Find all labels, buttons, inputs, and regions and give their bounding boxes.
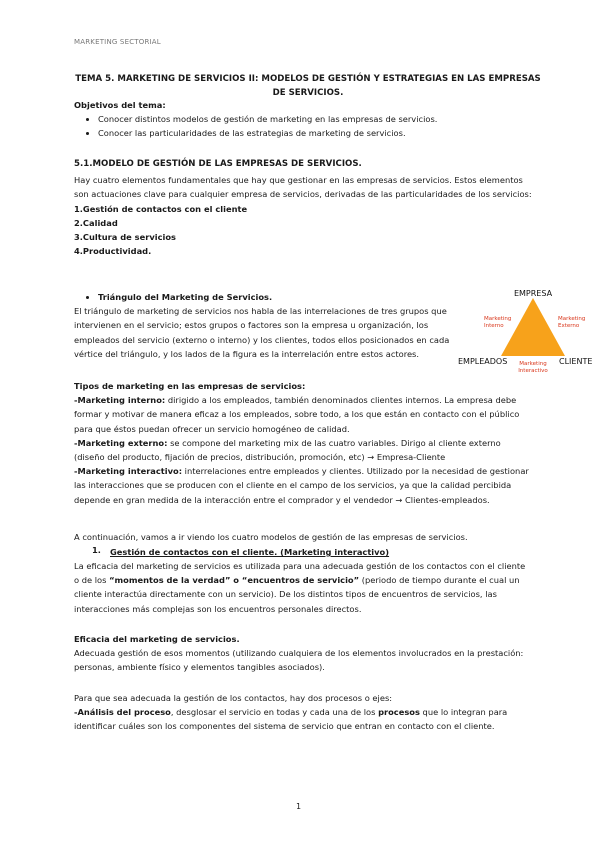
process-analysis bbox=[74, 705, 532, 733]
label-marketing-interno-1: Marketing bbox=[484, 316, 512, 322]
interactive-text: interrelaciones entre empleados y clientes. Utilizado por la necesidad de gestionar las interacciones que se producen con el cliente en el campo de los servicios, ya que la calidad percibida depende en gran medida de la interacción entre el comprador y el vendedor → Clientes-empleados. bbox=[74, 466, 529, 505]
models-intro bbox=[74, 530, 532, 544]
label-marketing-interactivo-2: Interactivo bbox=[518, 368, 548, 374]
section-intro: Hay cuatro elementos fundamentales que hay que gestionar en las empresas de servicios. Estos elementos son actuaciones clave para cualquier empresa de servicios, derivadas de las particularidades de los servicios: bbox=[74, 175, 532, 200]
processes-intro: Para que sea adecuada la gestión de los contactos, hay dos procesos o ejes: bbox=[74, 693, 393, 703]
processes-section bbox=[74, 691, 532, 734]
objective-item: • Conocer las particularidades de las estrategias de marketing de servicios. bbox=[98, 126, 532, 140]
label-marketing-externo-2: Externo bbox=[558, 323, 580, 329]
interactive-label: -Marketing interactivo: bbox=[74, 466, 183, 477]
label-marketing-interno-2: Interno bbox=[484, 323, 504, 329]
process-label: -Análisis del proceso bbox=[74, 707, 171, 718]
objective-item: • Conocer distintos modelos de gestión de marketing en las empresas de servicios. bbox=[98, 112, 532, 126]
document-title: TEMA 5. MARKETING DE SERVICIOS II: MODELOS DE GESTIÓN Y ESTRATEGIAS EN LAS EMPRESAS DE SERVICIOS. bbox=[75, 74, 541, 98]
vertex-cliente: CLIENTE bbox=[559, 357, 593, 366]
page-number: 1 bbox=[296, 802, 302, 811]
internal-text: dirigido a los empleados, también denominados clientes internos. La empresa debe formar y motivar de manera eficaz a los empleados, sobre todo, a los que están en contacto con el público para que éstos puedan ofrecer un servicio homogéneo de calidad. bbox=[74, 395, 520, 434]
triangle-bullet bbox=[74, 290, 454, 304]
types-heading: Tipos de marketing en las empresas de servicios: bbox=[74, 381, 306, 391]
element-item: 4.Productividad. bbox=[74, 246, 152, 257]
label-marketing-interactivo-1: Marketing bbox=[519, 361, 547, 367]
element-item: 3.Cultura de servicios bbox=[74, 232, 176, 243]
objectives-block bbox=[74, 98, 532, 141]
triangle-title: • Triángulo del Marketing de Servicios. bbox=[98, 290, 454, 304]
model1-heading: Gestión de contactos con el cliente. (Marketing interactivo) bbox=[110, 547, 390, 557]
type-external bbox=[74, 436, 532, 464]
model1-body bbox=[74, 559, 532, 616]
triangle-section bbox=[74, 290, 454, 361]
model1-text-bold: “momentos de la verdad” o “encuentros de servicio” bbox=[109, 575, 360, 586]
triangle-text: El triángulo de marketing de servicios nos habla de las interrelaciones de tres grupos que intervienen en el servicio; estos grupos o factores son la empresa u organización, los empleados del servicio (externo o interno) y los clientes, todos ellos posicionados en cada vértice del triángulo, y los lados de la figura es la interrelación entre estos actores. bbox=[74, 306, 450, 359]
external-label: -Marketing externo: bbox=[74, 437, 168, 448]
section-5-1 bbox=[74, 157, 532, 258]
label-marketing-externo-1: Marketing bbox=[558, 316, 586, 322]
marketing-types bbox=[74, 379, 532, 507]
efficacy-heading: Eficacia del marketing de servicios. bbox=[74, 634, 240, 644]
section-heading: 5.1.MODELO DE GESTIÓN DE LAS EMPRESAS DE SERVICIOS. bbox=[74, 159, 362, 169]
process-text-b: que lo integran para identificar cuáles son los componentes del sistema de servicio que entran en contacto con el cliente. bbox=[74, 707, 508, 732]
model1-heading-row bbox=[110, 545, 530, 559]
model1-text-a: La eficacia del marketing de servicios es utilizada para una adecuada gestión de los contactos con el cliente o de los bbox=[74, 561, 526, 586]
continuation-text: A continuación, vamos a ir viendo los cuatro modelos de gestión de las empresas de servicios. bbox=[74, 532, 468, 542]
objectives-list bbox=[74, 112, 532, 140]
model1-text bbox=[74, 559, 532, 616]
vertex-empresa: EMPRESA bbox=[513, 289, 553, 298]
running-header: MARKETING SECTORIAL bbox=[74, 38, 161, 46]
model-number: 1. bbox=[92, 545, 101, 555]
triangle-shape bbox=[501, 298, 565, 356]
model1-text-b: (periodo de tiempo durante el cual un cliente interactúa directamente con un servicio). De los distintos tipos de encuentros de servicios, las interacciones más complejas son los encuentros personales directos. bbox=[74, 575, 520, 614]
efficacy-text: Adecuada gestión de esos momentos (utilizando cualquiera de los elementos involucrados en la prestación: personas, ambiente físico y elementos tangibles asociados). bbox=[74, 648, 524, 673]
type-interactive bbox=[74, 464, 532, 507]
process-text-bold: procesos bbox=[378, 707, 420, 718]
process-text-a: , desglosar el servicio en todas y cada una de los bbox=[170, 707, 379, 718]
internal-label: -Marketing interno: bbox=[74, 395, 166, 406]
element-item: 1.Gestión de contactos con el cliente bbox=[74, 203, 248, 214]
vertex-empleados: EMPLEADOS bbox=[458, 357, 508, 366]
element-item: 2.Calidad bbox=[74, 217, 118, 228]
efficacy-section bbox=[74, 632, 532, 675]
external-text: se compone del marketing mix de las cuatro variables. Dirigo al cliente externo (diseño del producto, fijación de precios, distribución, promoción, etc) → Empresa-Cliente bbox=[74, 437, 501, 463]
type-internal bbox=[74, 393, 532, 436]
service-marketing-triangle-diagram bbox=[458, 286, 600, 378]
objectives-heading: Objetivos del tema: bbox=[74, 100, 166, 110]
